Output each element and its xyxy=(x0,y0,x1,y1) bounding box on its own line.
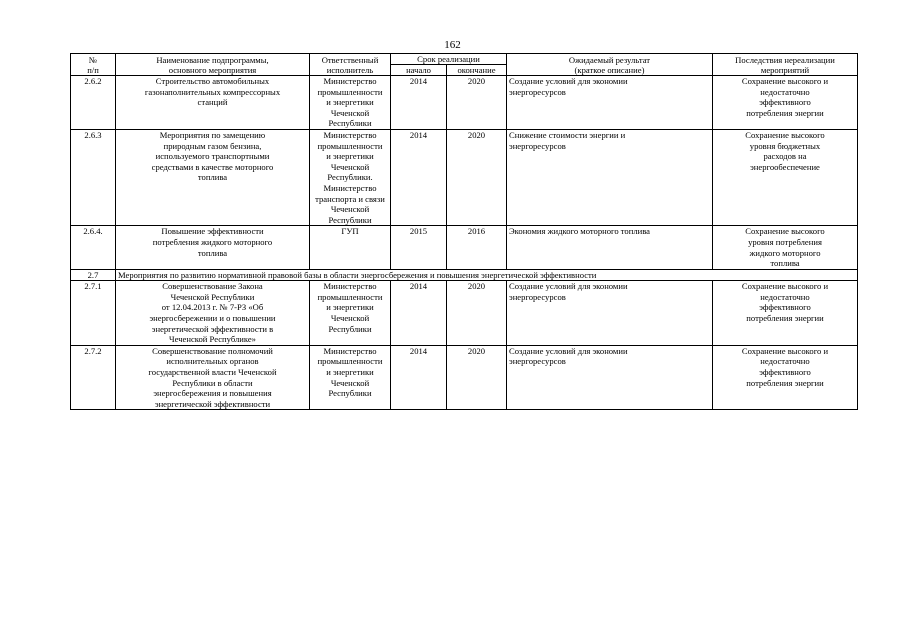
row-name-line: используемого транспортными xyxy=(155,151,270,162)
row-responsible-line: промышленности xyxy=(317,291,383,302)
row-consequences-line: Сохранение высокого и xyxy=(741,345,829,356)
row-start-year: 2014 xyxy=(391,76,447,130)
row-end-year: 2016 xyxy=(447,226,507,269)
row-consequences-line: жидкого моторного xyxy=(749,247,821,258)
header-start: начало xyxy=(391,65,447,76)
row-responsible-line: промышленности xyxy=(317,86,383,97)
row-consequences-line: Сохранение высокого и xyxy=(741,76,829,86)
row-consequences-line: эффективного xyxy=(759,367,811,378)
header-term: Срок реализации xyxy=(391,54,507,65)
row-consequences xyxy=(713,226,858,269)
row-name-line: Повышение эффективности xyxy=(161,226,264,237)
row-number: 2.7.1 xyxy=(71,281,116,346)
row-result-line: энергоресурсов xyxy=(509,356,566,367)
row-consequences xyxy=(713,345,858,410)
row-name-line: Совершенствование полномочий xyxy=(152,345,273,356)
row-result-line: Создание условий для экономии xyxy=(509,345,628,356)
row-consequences-line: уровня бюджетных xyxy=(749,140,821,151)
row-responsible-line: и энергетики xyxy=(326,97,374,108)
table-row xyxy=(71,76,858,130)
row-name xyxy=(116,76,310,130)
row-number: 2.7.2 xyxy=(71,345,116,410)
row-consequences-line: недостаточно xyxy=(760,356,810,367)
row-result xyxy=(507,281,713,346)
header-number-line: п/п xyxy=(87,64,99,75)
row-name-line: Чеченской Республике» xyxy=(169,334,256,345)
table-row xyxy=(71,345,858,410)
row-consequences-line: эффективного xyxy=(759,302,811,313)
row-name xyxy=(116,226,310,269)
row-end-year: 2020 xyxy=(447,345,507,410)
row-number: 2.6.3 xyxy=(71,129,116,225)
row-result xyxy=(507,226,713,269)
section-row xyxy=(71,269,858,281)
row-responsible xyxy=(310,345,391,410)
row-responsible-line: Чеченской xyxy=(330,313,370,324)
row-responsible-line: Чеченской xyxy=(330,377,370,388)
row-consequences-line: недостаточно xyxy=(760,291,810,302)
row-responsible-line: Министерство xyxy=(323,129,377,140)
row-consequences-line: потребления энергии xyxy=(746,107,824,118)
row-start-year: 2014 xyxy=(391,281,447,346)
row-name-line: Республики в области xyxy=(172,377,253,388)
row-number: 2.6.2 xyxy=(71,76,116,130)
table-body-section xyxy=(71,269,858,281)
row-consequences-line: расходов на xyxy=(763,151,807,162)
table-row xyxy=(71,129,858,225)
header-number-line: № xyxy=(88,54,98,65)
row-responsible-line: и энергетики xyxy=(326,302,374,313)
header-number xyxy=(71,54,116,76)
row-responsible-line: Министерство xyxy=(323,76,377,86)
row-name xyxy=(116,345,310,410)
row-name-line: энергетической эффективности xyxy=(154,398,271,409)
row-result-line: Снижение стоимости энергии и xyxy=(509,129,626,140)
row-responsible-line: Республики xyxy=(328,118,372,129)
table-body-measures-2-6 xyxy=(71,76,858,270)
row-responsible-line: Чеченской xyxy=(330,204,370,215)
row-name xyxy=(116,129,310,225)
row-responsible-line: и энергетики xyxy=(326,367,374,378)
row-consequences-line: недостаточно xyxy=(760,86,810,97)
row-consequences xyxy=(713,129,858,225)
row-responsible-line: Республики. xyxy=(327,172,373,183)
row-responsible-line: Чеченской xyxy=(330,161,370,172)
row-result-line: Создание условий для экономии xyxy=(509,76,628,86)
row-name-line: энергосбережении и о повышении xyxy=(149,313,276,324)
row-responsible-line: ГУП xyxy=(341,226,359,237)
row-number: 2.6.4. xyxy=(71,226,116,269)
row-name-line: средствами в качестве моторного xyxy=(151,161,274,172)
row-end-year: 2020 xyxy=(447,129,507,225)
row-name-line: топлива xyxy=(197,247,228,258)
header-end: окончание xyxy=(447,65,507,76)
header-responsible-line: Ответственный xyxy=(321,54,379,65)
header-responsible-line: исполнитель xyxy=(326,64,374,75)
row-name-line: Мероприятия по замещению xyxy=(159,129,266,140)
row-responsible-line: транспорта и связи xyxy=(315,193,385,204)
header-consequences-line: мероприятий xyxy=(760,64,810,75)
table-row xyxy=(71,226,858,269)
row-consequences xyxy=(713,281,858,346)
row-responsible-line: Республики xyxy=(328,388,372,399)
row-end-year: 2020 xyxy=(447,76,507,130)
table-row xyxy=(71,281,858,346)
row-result xyxy=(507,76,713,130)
row-result-line: энергоресурсов xyxy=(509,291,566,302)
section-number: 2.7 xyxy=(71,269,116,281)
row-responsible-line: Министерство xyxy=(323,345,377,356)
row-responsible-line: Министерство xyxy=(323,182,377,193)
row-name-line: Совершенствование Закона xyxy=(162,281,263,292)
row-result-line: энергоресурсов xyxy=(509,86,566,97)
row-name-line: от 12.04.2013 г. № 7-РЗ «Об xyxy=(161,302,264,313)
row-start-year: 2015 xyxy=(391,226,447,269)
header-responsible xyxy=(310,54,391,76)
row-consequences xyxy=(713,76,858,130)
header-name xyxy=(116,54,310,76)
row-consequences-line: Сохранение высокого и xyxy=(741,281,829,292)
row-name-line: государственной власти Чеченской xyxy=(148,367,277,378)
row-responsible-line: промышленности xyxy=(317,356,383,367)
row-consequences-line: энергообеспечение xyxy=(750,161,820,172)
row-consequences-line: Сохранение высокого xyxy=(745,226,825,237)
row-name-line: природным газом бензина, xyxy=(163,140,262,151)
row-consequences-line: Сохранение высокого xyxy=(745,129,825,140)
row-result-line: энергоресурсов xyxy=(509,140,566,151)
row-responsible xyxy=(310,76,391,130)
row-responsible-line: Республики xyxy=(328,214,372,225)
row-consequences-line: эффективного xyxy=(759,97,811,108)
row-name-line: потребления жидкого моторного xyxy=(152,236,273,247)
row-start-year: 2014 xyxy=(391,345,447,410)
header-name-line: основного мероприятия xyxy=(168,64,257,75)
section-title: Мероприятия по развитию нормативной правовой базы в области энергосбережения и повышения энергетической эффективности xyxy=(116,269,858,281)
row-name-line: топлива xyxy=(197,172,228,183)
row-responsible xyxy=(310,129,391,225)
row-name-line: Чеченской Республики xyxy=(170,291,255,302)
row-result-line: Экономия жидкого моторного топлива xyxy=(509,226,650,237)
row-responsible xyxy=(310,226,391,269)
row-name-line: газонаполнительных компрессорных xyxy=(144,86,281,97)
row-responsible xyxy=(310,281,391,346)
header-consequences xyxy=(713,54,858,76)
program-table xyxy=(70,53,858,410)
row-responsible-line: Республики xyxy=(328,323,372,334)
row-result xyxy=(507,345,713,410)
row-result-line: Создание условий для экономии xyxy=(509,281,628,292)
table-header xyxy=(71,54,858,76)
header-result xyxy=(507,54,713,76)
table-body-measures-2-7 xyxy=(71,281,858,410)
row-responsible-line: Чеченской xyxy=(330,107,370,118)
row-name xyxy=(116,281,310,346)
row-name-line: исполнительных органов xyxy=(166,356,259,367)
row-name-line: энергосбережения и повышения xyxy=(153,388,272,399)
header-consequences-line: Последствия нереализации xyxy=(735,54,835,65)
row-consequences-line: потребления энергии xyxy=(746,377,824,388)
row-name-line: станций xyxy=(197,97,228,108)
row-consequences-line: топлива xyxy=(770,258,800,269)
row-consequences-line: уровня потребления xyxy=(748,236,822,247)
row-result xyxy=(507,129,713,225)
header-result-line: Ожидаемый результат xyxy=(568,54,651,65)
row-responsible-line: Министерство xyxy=(323,281,377,292)
row-responsible-line: промышленности xyxy=(317,140,383,151)
page-number: 162 xyxy=(444,39,461,51)
row-name-line: Строительство автомобильных xyxy=(155,76,270,86)
header-name-line: Наименование подпрограммы, xyxy=(156,54,269,65)
row-name-line: энергетической эффективности в xyxy=(151,323,274,334)
row-end-year: 2020 xyxy=(447,281,507,346)
row-consequences-line: потребления энергии xyxy=(746,313,824,324)
row-responsible-line: и энергетики xyxy=(326,151,374,162)
row-start-year: 2014 xyxy=(391,129,447,225)
header-result-line: (краткое описание) xyxy=(574,64,645,75)
